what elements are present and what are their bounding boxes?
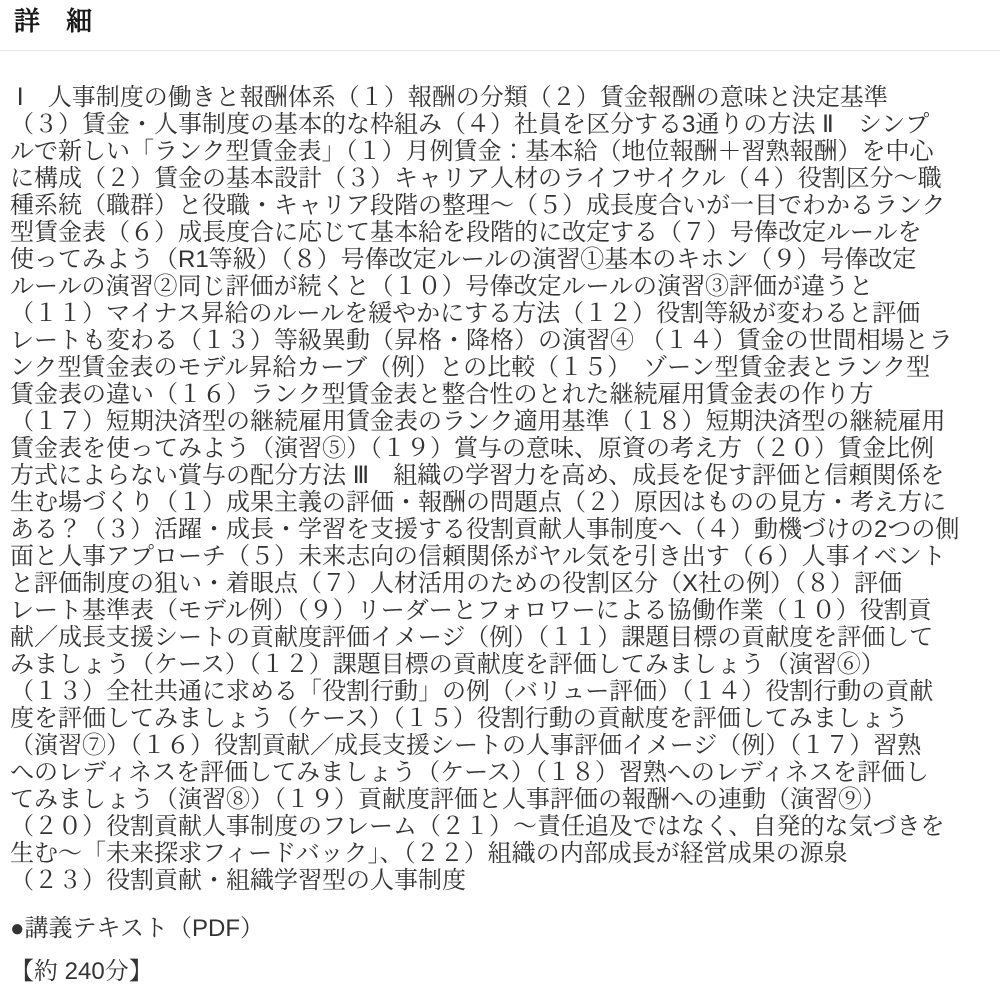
curriculum-line: 賃金表の違い（１６）ランク型賃金表と整合性のとれた継続雇用賃金表の作り方 (10, 381, 874, 408)
curriculum-line: （１３）全社共通に求める「役割行動」の例（バリュー評価）（１４）役割行動の貢献 (10, 678, 934, 705)
curriculum-line: （３）賃金・人事制度の基本的な枠組み（４）社員を区分する3通りの方法 Ⅱ シンプ (10, 111, 930, 138)
curriculum-line: 生む～「未来探求フィードバック」、（２２）組織の内部成長が経営成果の源泉 (10, 840, 848, 867)
page-title: 詳 細 (14, 6, 93, 36)
curriculum-line: 生む場づくり（１）成果主義の評価・報酬の問題点（２）原因はものの見方・考え方に (10, 489, 946, 516)
curriculum-line: （２０）役割貢献人事制度のフレーム（２１）～責任追及ではなく、自発的な気づきを (10, 813, 945, 840)
curriculum-line: みましょう（ケース）（１２）課題目標の貢献度を評価してみましょう（演習⑥） (10, 651, 885, 678)
curriculum-line: レートも変わる（１３）等級異動（昇格・降格）の演習④ （１４）賃金の世間相場とラ (10, 327, 953, 354)
curriculum-line: 使ってみよう（R1等級）（８）号俸改定ルールの演習①基本のキホン（９）号俸改定 (10, 246, 917, 273)
curriculum-line: Ⅰ 人事制度の働きと報酬体系（１）報酬の分類（２）賃金報酬の意味と決定基準 (10, 84, 888, 111)
curriculum-line: ンク型賃金表のモデル昇給カーブ（例）との比較（１５） ゾーン型賃金表とランク型 (10, 354, 931, 381)
curriculum-line: ルで新しい「ランク型賃金表」（１）月例賃金：基本給（地位報酬＋習熟報酬）を中心 (10, 138, 934, 165)
curriculum-line: ルールの演習②同じ評価が続くと（１０）号俸改定ルールの演習③評価が違うと (10, 273, 874, 300)
materials-line: ●講義テキスト（PDF） (10, 915, 265, 942)
heading-divider (0, 50, 1000, 51)
curriculum-line: レート基準表（モデル例）（９）リーダーとフォロワーによる協働作業（１０）役割貢 (10, 597, 932, 624)
curriculum-line: に構成（２）賃金の基本設計（３）キャリア人材のライフサイクル（４）役割区分～職 (10, 165, 942, 192)
curriculum-line: ある？（３）活躍・成長・学習を支援する役割貢献人事制度へ（４）動機づけの2つの側 (10, 516, 960, 543)
curriculum-line: （１１）マイナス昇給のルールを緩やかにする方法（１２）役割等級が変わると評価 (10, 300, 921, 327)
curriculum-line: 方式によらない賞与の配分方法 Ⅲ 組織の学習力を高め、成長を促す評価と信頼関係を (10, 462, 945, 489)
curriculum-line: （２３）役割貢献・組織学習型の人事制度 (10, 867, 466, 894)
curriculum-line: と評価制度の狙い・着眼点（７）人材活用のための役割区分（X社の例）（８）評価 (10, 570, 903, 597)
detail-section (0, 6, 1000, 985)
curriculum-line: 度を評価してみましょう（ケース）（１５）役割行動の貢献度を評価してみましょう (10, 705, 909, 732)
curriculum-line: てみましょう（演習⑧）（１９）貢献度評価と人事評価の報酬への連動（演習⑨） (10, 786, 886, 813)
curriculum-line: 献／成長支援シートの貢献度評価イメージ（例）（１１）課題目標の貢献度を評価して (10, 624, 934, 651)
curriculum-text (0, 84, 1000, 894)
curriculum-line: （演習⑦）（１６）役割貢献／成長支援シートの人事評価イメージ（例）（１７）習熟 (10, 732, 922, 759)
curriculum-line: 賃金表を使ってみよう（演習⑤）（１９）賞与の意味、原資の考え方（２０）賃金比例 (10, 435, 934, 462)
curriculum-line: 面と人事アプローチ（５）未来志向の信頼関係がヤル気を引き出す（６）人事イベント (10, 543, 946, 570)
curriculum-line: （１７）短期決済型の継続雇用賃金表のランク適用基準（１８）短期決済型の継続雇用 (10, 408, 946, 435)
curriculum-line: 種系統（職群）と役職・キャリア段階の整理～（５）成長度合いが一目でわかるランク (10, 192, 946, 219)
curriculum-line: 型賃金表（６）成長度合に応じて基本給を段階的に改定する（７）号俸改定ルールを (10, 219, 922, 246)
duration-line: 【約 240分】 (10, 958, 153, 985)
curriculum-line: へのレディネスを評価してみましょう（ケース）（１８）習熟へのレディネスを評価し (10, 759, 929, 786)
